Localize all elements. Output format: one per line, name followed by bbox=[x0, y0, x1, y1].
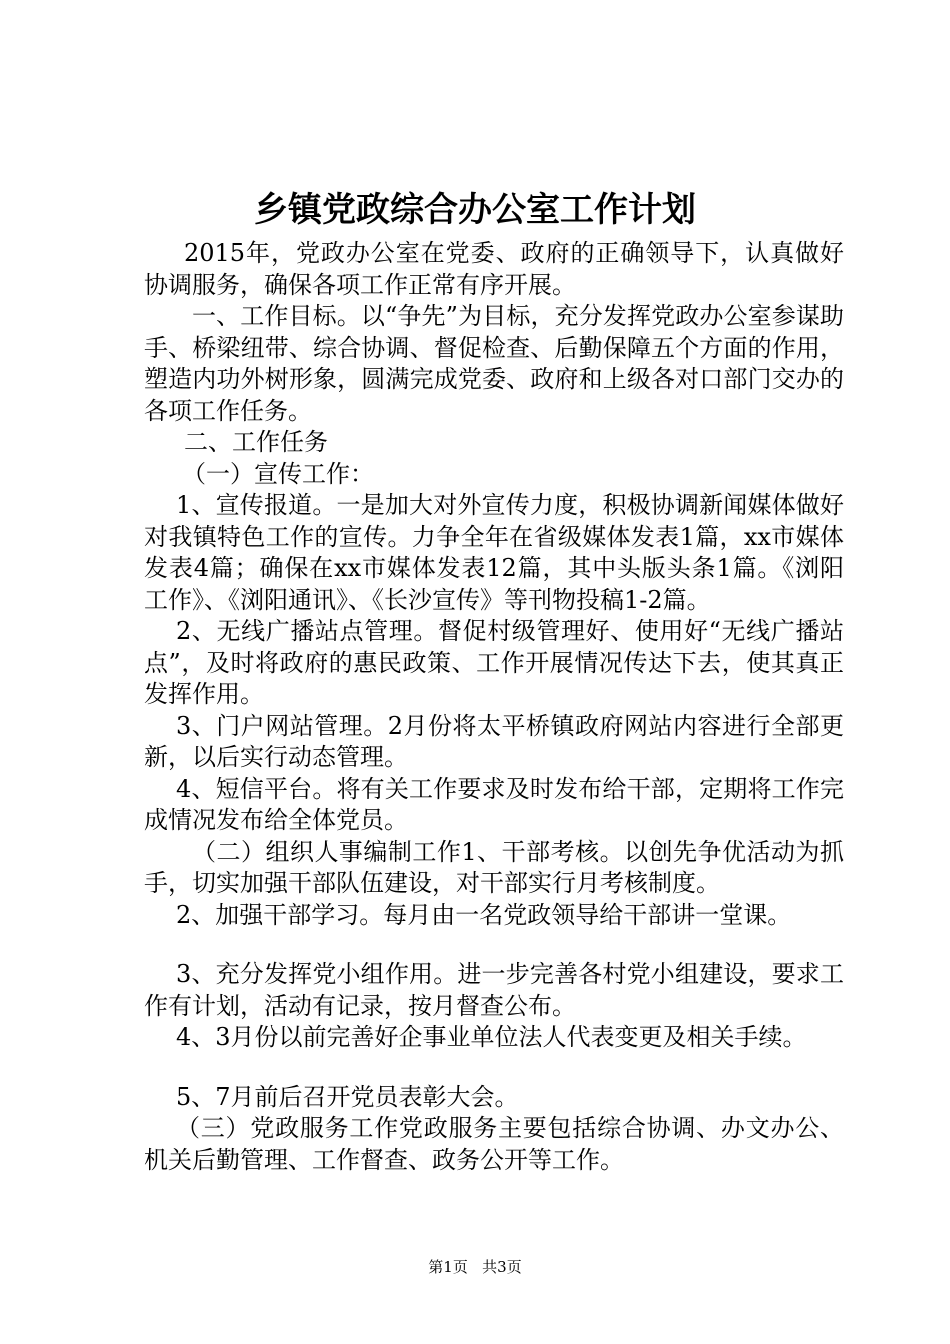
paragraph-personnel-5: 5、7月前后召开党员表彰大会。 bbox=[176, 1082, 519, 1111]
page-number: 第1页 bbox=[428, 1258, 468, 1276]
page-footer bbox=[0, 1257, 950, 1277]
paragraph-personnel-2: 2、加强干部学习。每月由一名党政领导给干部讲一堂课。 bbox=[176, 900, 792, 929]
document-body bbox=[144, 238, 844, 1176]
document-title: 乡镇党政综合办公室工作计划 bbox=[254, 190, 696, 230]
paragraph-publicity-4: 4、短信平台。将有关工作要求及时发布给干部，定期将工作完成情况发布给全体党员。 bbox=[144, 774, 844, 834]
paragraph-personnel-4: 4、3月份以前完善好企事业单位法人代表变更及相关手续。 bbox=[176, 1023, 807, 1051]
paragraph-publicity-3: 3、门户网站管理。2月份将太平桥镇政府网站内容进行全部更新，以后实行动态管理。 bbox=[144, 711, 844, 771]
subsection-heading-publicity: （一）宣传工作： bbox=[182, 459, 374, 488]
paragraph-publicity-2: 2、无线广播站点管理。督促村级管理好、使用好“无线广播站点”，及时将政府的惠民政策、工作开展情况传达下去，使其真正发挥作用。 bbox=[144, 617, 844, 708]
section-heading-tasks: 二、工作任务 bbox=[184, 428, 328, 456]
subsection-heading-service: （三）党政服务工作党政服务主要包括综合协调、办文办公、机关后勤管理、工作督查、政务公开等工作。 bbox=[144, 1114, 844, 1174]
paragraph-goal: 一、工作目标。以“争先”为目标，充分发挥党政办公室参谋助手、桥梁纽带、综合协调、督促检查、后勤保障五个方面的作用，塑造内功外树形象，圆满完成党委、政府和上级各对口部门交办的各项工作任务。 bbox=[144, 302, 844, 425]
paragraph-publicity-1: 1、宣传报道。一是加大对外宣传力度，积极协调新闻媒体做好对我镇特色工作的宣传。力争全年在省级媒体发表1篇，xx市媒体发表4篇；确保在xx市媒体发表12篇，其中头版头条1篇。《浏阳工作》、《浏阳通讯》、《长沙宣传》等刊物投稿1-2篇。 bbox=[144, 491, 844, 614]
paragraph-personnel-3: 3、充分发挥党小组作用。进一步完善各村党小组建设，要求工作有计划，活动有记录，按月督查公布。 bbox=[144, 960, 844, 1020]
subsection-heading-personnel: （二）组织人事编制工作1、干部考核。以创先争优活动为抓手，切实加强干部队伍建设，对干部实行月考核制度。 bbox=[144, 837, 844, 897]
paragraph-intro: 2015年，党政办公室在党委、政府的正确领导下，认真做好协调服务，确保各项工作正常有序开展。 bbox=[144, 239, 844, 299]
page-total: 共3页 bbox=[482, 1258, 522, 1276]
